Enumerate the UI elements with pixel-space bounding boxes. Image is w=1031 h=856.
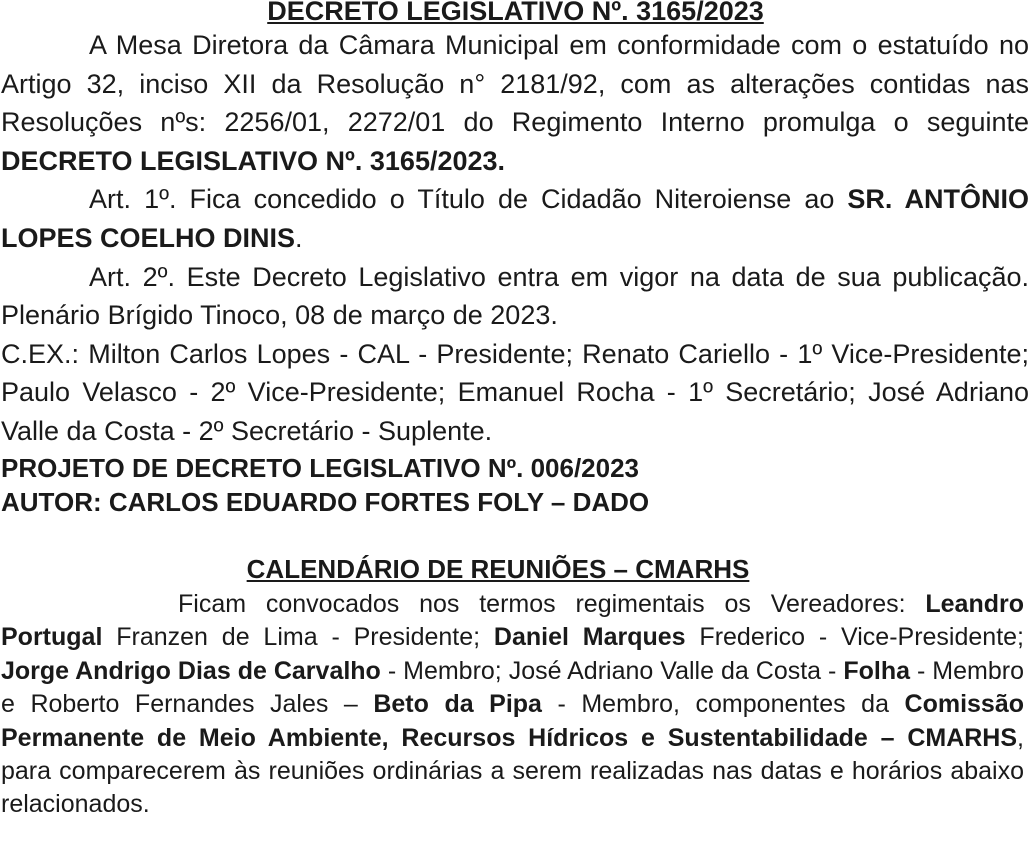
calendar-committee-name: Comissão Permanente de Meio Ambiente, Recursos Hídricos e Sustentabilidade – CMARHS [1,690,1025,752]
article-1-honoree: SR. ANTÔNIO LOPES COELHO DINIS [1,184,1029,253]
calendar-name-1: Leandro Portugal [1,590,1024,652]
calendar-text-6: - Membro, componentes da [541,690,905,719]
decree-author: AUTOR: CARLOS EDUARDO FORTES FOLY – DADO [1,487,650,517]
article-1-end: . [295,222,303,253]
calendar-name-5: Beto da Pipa [373,690,542,719]
calendar-name-3: Jorge Andrigo Dias de Carvalho [1,656,381,685]
decree-executive-committee: C.EX.: Milton Carlos Lopes - CAL - Presidente; Renato Cariello - 1º Vice-Presidente; Paulo Velasco - 2º Vice-Presidente; Emanuel Rocha - 1º Secretário; José Adriano Valle da Costa - 2º Secretário - Suplente. [1,338,1029,446]
calendar-text-5: - Membro e Roberto Fernandes Jales – [1,656,1024,719]
decree-article-2: Art. 2º. Este Decreto Legislativo entra em vigor na data de sua publicação. Plenário Brígido Tinoco, 08 de março de 2023. [1,261,1029,331]
decree-preamble [1,26,1029,180]
article-1-text: Art. 1º. Fica concedido o Título de Cidadão Niteroiense ao [89,184,848,215]
calendar-title: CALENDÁRIO DE REUNIÕES – CMARHS [246,554,750,584]
decree-article-1 [1,180,1029,257]
calendar-text-4: - Membro; José Adriano Valle da Costa - [380,656,844,685]
decree-body [1,26,1029,451]
calendar-name-2: Daniel Marques [493,623,686,652]
calendar-name-4: Folha [843,656,911,685]
decree-project-number: PROJETO DE DECRETO LEGISLATIVO Nº. 006/2023 [1,453,640,483]
calendar-text-3: Frederico - Vice-Presidente; [685,623,1024,652]
decree-preamble-bold: DECRETO LEGISLATIVO Nº. 3165/2023. [1,145,506,176]
calendar-text-2: Franzen de Lima - Presidente; [102,623,494,652]
decree-title: DECRETO LEGISLATIVO Nº. 3165/2023 [267,0,764,26]
calendar-text-1: Ficam convocados nos termos regimentais os Vereadores: [178,590,926,618]
calendar-body [1,588,1024,822]
decree-preamble-text: A Mesa Diretora da Câmara Municipal em conformidade com o estatuído no Artigo 32, inciso XII da Resolução n° 2181/92, com as alterações contidas nas Resoluções nºs: 2256/01, 2272/01 do Regimento Interno promulga o seguinte [1,30,1029,138]
calendar-text-7: , para comparecerem às reuniões ordinárias a serem realizadas nas datas e horários abaixo relacionados. [1,723,1024,819]
